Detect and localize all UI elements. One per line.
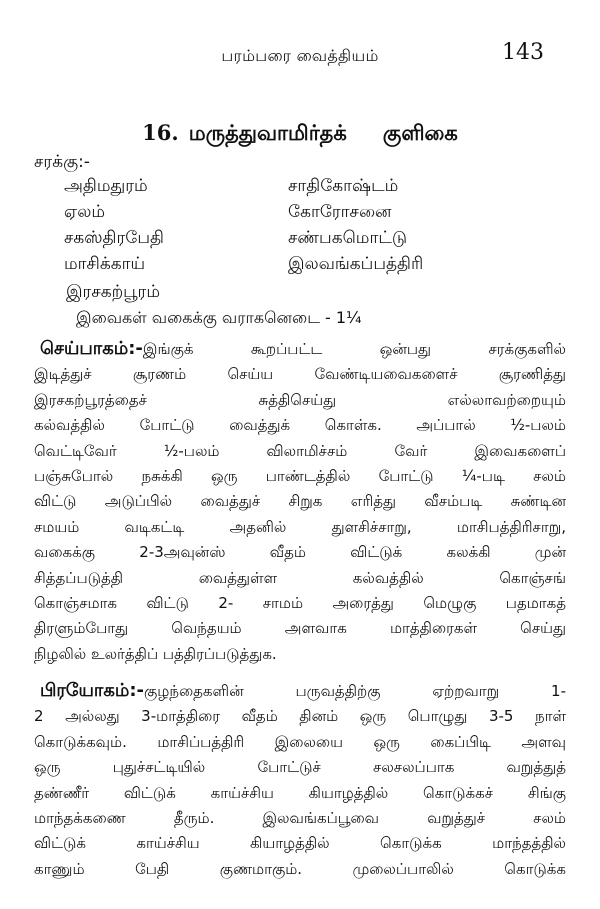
recipe-title-word1: மருத்துவாமிர்தக் — [188, 121, 347, 145]
ingredient-item: ஏலம் — [64, 202, 106, 222]
paragraph-line: சமயம் வடிகட்டி அதனில் துளசிச்சாறு, மாசிபத்திரிசாறு, — [34, 517, 566, 536]
paragraph-line: சித்தப்படுத்தி வைத்துள்ள கல்வத்தில் கொஞ்சங் — [34, 568, 566, 587]
ingredient-item: அதிமதுரம் — [64, 176, 148, 196]
paragraph-line: கல்வத்தில் போட்டு வைத்துக் கொள்க. அப்பால் ½-பலம் — [34, 416, 566, 435]
preparation-label: செய்பாகம்:- — [40, 338, 143, 359]
paragraph-line: ஒரு புதுச்சட்டியில் போட்டுச் சலசலப்பாக வறுத்துத் — [34, 758, 566, 777]
paragraph-line: தண்ணீர் விட்டுக் காய்ச்சிய கியாழத்தில் கொடுக்கச் சிங்கு — [34, 783, 566, 802]
ingredients-label: சரக்கு:- — [34, 152, 90, 172]
paragraph-line: இரசகற்பூரத்தைச் சுத்திசெய்து எல்லாவற்றையும் — [34, 390, 566, 409]
running-title: பரம்பரை வைத்தியம் — [221, 46, 379, 65]
paragraph-line: வெட்டிவேர் ½-பலம் விலாமிச்சம் வேர் இவைகளைப் — [34, 441, 566, 460]
ingredient-item: சாதிகோஷ்டம் — [288, 176, 399, 196]
paragraph-line: வகைக்கு 2-3அவுன்ஸ் வீதம் விட்டுக் கலக்கி முன் — [34, 543, 566, 562]
paragraph-line: விட்டு அடுப்பில் வைத்துச் சிறுக எரித்து வீசம்படி சுண்டின — [34, 492, 566, 511]
paragraph-line: விட்டுக் காய்ச்சிய கியாழத்தில் கொடுக்க மாந்தத்தில் — [34, 834, 566, 853]
ingredient-item: இலவங்கப்பத்திரி — [288, 254, 424, 274]
ingredient-row — [64, 176, 564, 202]
paragraph-line: இடித்துச் சூரணம் செய்ய வேண்டியவைகளைச் சூரணித்து — [34, 365, 566, 384]
ingredient-item: இரசகற்பூரம் — [66, 282, 161, 302]
paragraph-line — [34, 678, 566, 704]
preparation-paragraph — [34, 336, 566, 667]
paragraph-line: மாந்தக்கணை தீரும். இலவங்கப்பூவை வறுத்துச் சலம் — [34, 809, 566, 828]
paragraph-line: திரளும்போது வெந்தயம் அளவாக மாத்திரைகள் செய்து — [34, 619, 566, 638]
ingredient-row — [64, 228, 564, 254]
recipe-title-word2: குளிகை — [382, 121, 458, 145]
ingredient-measure: இவைகள் வகைக்கு வராகனெடை - 1¼ — [76, 308, 362, 327]
paragraph-line: கொஞ்சமாக விட்டு 2- சாமம் அரைத்து மெழுகு பதமாகத் — [34, 594, 566, 613]
usage-label: பிரயோகம்:- — [40, 680, 145, 701]
recipe-title — [0, 120, 600, 148]
paragraph-line: பஞ்சுபோல் நசுக்கி ஒரு பாண்டத்தில் போட்டு ¼-படி சலம் — [34, 467, 566, 486]
page-number: 143 — [502, 40, 544, 65]
paragraph-line: நிழலில் உலர்த்திப் பத்திரப்படுத்துக. — [34, 644, 277, 663]
ingredients-list — [64, 176, 564, 280]
ingredient-item: மாசிக்காய் — [64, 254, 146, 274]
usage-paragraph — [34, 678, 566, 882]
paragraph-text: குழந்தைகளின் பருவத்திற்கு ஏற்றவாறு 1- — [144, 682, 566, 700]
ingredient-item: சண்பகமொட்டு — [288, 228, 408, 248]
ingredient-row — [64, 254, 564, 280]
paragraph-line: காணும் பேதி குணமாகும். முலைப்பாலில் கொடுக்க — [34, 859, 566, 878]
recipe-number: 16. — [142, 120, 179, 145]
ingredient-item: சகஸ்திரபேதி — [64, 228, 164, 248]
paragraph-text: இங்குக் கூறப்பட்ட ஒன்பது சரக்குகளில் — [142, 340, 566, 358]
paragraph-line: 2 அல்லது 3-மாத்திரை வீதம் தினம் ஒரு பொழுது 3-5 நாள் — [34, 707, 566, 726]
ingredient-item: கோரோசனை — [288, 202, 392, 222]
paragraph-line: கொடுக்கவும். மாசிப்பத்திரி இலையை ஒரு கைப்பிடி அளவு — [34, 732, 566, 751]
ingredient-row — [64, 202, 564, 228]
paragraph-line — [34, 336, 566, 362]
